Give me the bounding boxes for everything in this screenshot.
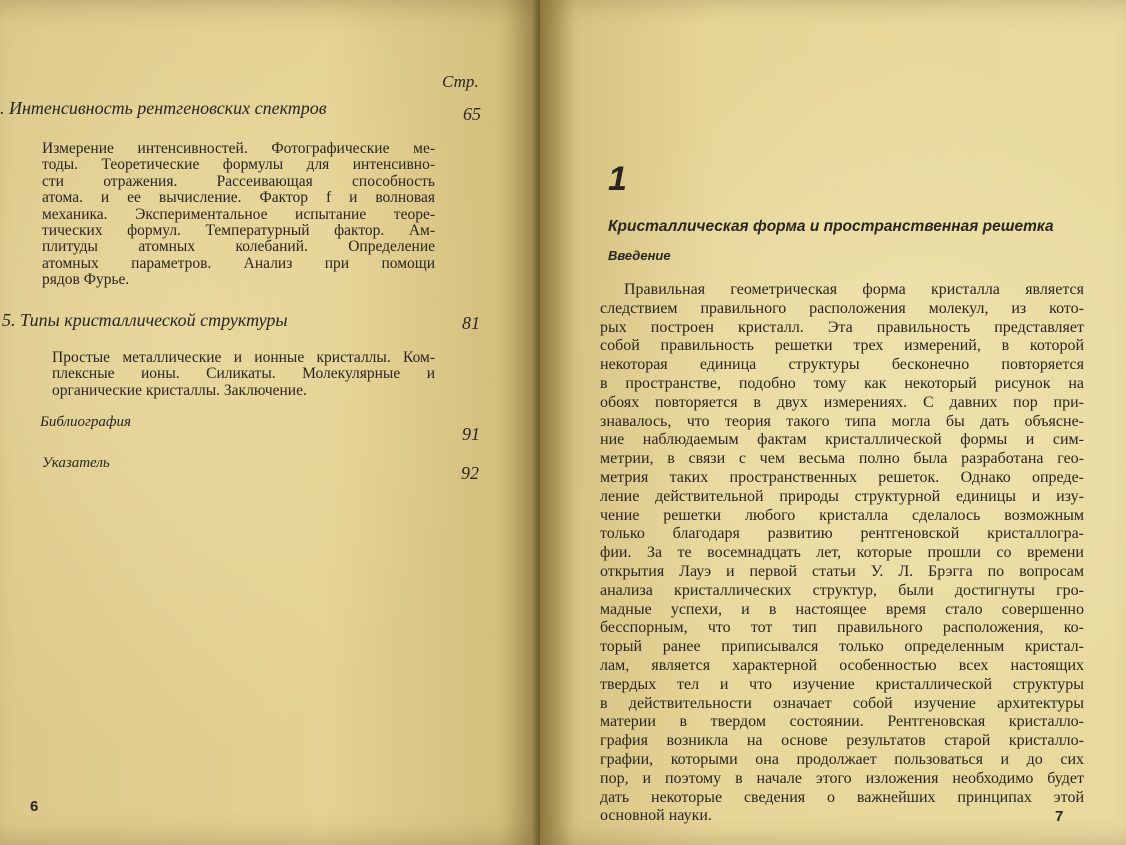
description-line: плексные ионы. Силикаты. Молекулярные и (52, 365, 435, 383)
description-line: плитуды атомных колебаний. Определение (42, 238, 435, 256)
body-line: лам, является характерной особенностью всех настоящих (600, 656, 1084, 674)
body-line: торый ранее приписывался только определенным кристал- (600, 638, 1084, 656)
body-line: в пространстве, подобно тому как некоторый рисунок на (600, 374, 1084, 392)
body-line: метрия таких пространственных решеток. Однако опреде- (600, 468, 1084, 486)
body-line: знавалось, что теория такого типа могла бы дать объясне- (600, 412, 1084, 430)
toc-entry-title: . Интенсивность рентгеновских спектров (0, 98, 327, 118)
right-page (540, 0, 1126, 845)
page-number: 7 (1055, 808, 1064, 825)
body-line: следствием правильного расположения молекул, из кото- (600, 299, 1084, 317)
description-line: органические кристаллы. Заключение. (52, 381, 307, 399)
body-line: метрии, в связи с чем весьма полно была разработана гео- (600, 450, 1084, 468)
body-line: графия возникла на основе результатов старой кристалло- (600, 732, 1084, 750)
toc-entry-title: Библиография (40, 414, 132, 430)
page-column-label: Стр. (442, 72, 479, 91)
toc-entry-page: 92 (461, 463, 479, 483)
toc-entry-page: 65 (463, 104, 481, 124)
body-line: твердых тел и что изучение кристаллической структуры (600, 675, 1084, 693)
toc-entry-description (42, 141, 435, 289)
body-line: фии. За те восемнадцать лет, которые прошли со времени (600, 544, 1084, 562)
toc-entry-description (52, 350, 435, 399)
description-line: атома. и ее вычисление. Фактор f и волновая (42, 189, 435, 207)
body-line: анализа кристаллических структур, были достигнуты гро- (600, 581, 1084, 599)
toc-entry-page: 81 (462, 313, 480, 333)
body-line: дать некоторые сведения о важнейших принципах этой (600, 788, 1084, 806)
section-subheading: Введение (608, 248, 671, 263)
description-line: Простые металлические и ионные кристаллы. Ком- (52, 349, 435, 366)
chapter-number: 1 (608, 160, 627, 198)
body-line: рых построен кристалл. Эта правильность представляет (600, 318, 1084, 336)
body-line: в действительности означает собой изучение архитектуры (600, 694, 1084, 712)
description-line: механика. Экспериментальное испытание теоре- (42, 205, 435, 223)
body-line: некоторая единица структуры бесконечно повторяется (600, 356, 1084, 374)
body-line: основной науки. (600, 807, 712, 825)
description-line: сти отражения. Рассеивающая способность (42, 172, 435, 190)
body-line: мадные успехи, и в настоящее время стало совершенно (600, 600, 1084, 618)
body-line: открытия Лауэ и первой статьи У. Л. Брэгга по вопросам (600, 562, 1084, 580)
body-line: бесспорным, что тот тип правильного расположения, ко- (600, 619, 1084, 637)
chapter-body (600, 281, 1084, 826)
description-line: рядов Фурье. (42, 271, 130, 289)
body-line: графии, которыми она продолжает пользоваться и до сих (600, 750, 1084, 768)
body-line: собой правильность решетки трех измерений, в которой (600, 337, 1084, 355)
body-line: ление действительной природы структурной единицы и изу- (600, 487, 1084, 505)
body-line: только благодаря развитию рентгеновской кристаллогра- (600, 525, 1084, 543)
toc-entry-page: 91 (462, 424, 480, 444)
body-line: ние наблюдаемым фактам кристаллической формы и сим- (600, 431, 1084, 449)
description-line: тических формул. Температурный фактор. Ам- (42, 222, 435, 240)
body-line: пор, и поэтому в начале этого изложения необходимо будет (600, 769, 1084, 787)
description-line: атомных параметров. Анализ при помощи (42, 254, 435, 272)
chapter-title: Кристаллическая форма и пространственная решетка (608, 218, 1054, 235)
toc-entry-title: 5. Типы кристаллической структуры (2, 310, 288, 330)
body-line: материи в твердом состоянии. Рентгеновская кристалло- (600, 713, 1084, 731)
body-line: Правильная геометрическая форма кристалла является (624, 281, 1084, 298)
toc-entry-title: Указатель (42, 455, 110, 471)
body-line: чение решетки любого кристалла сделалось возможным (600, 506, 1084, 524)
description-line: Измерение интенсивностей. Фотографические ме- (42, 140, 435, 157)
page-number: 6 (30, 798, 39, 815)
body-line: обоях повторяется в двух измерениях. С давних пор при- (600, 393, 1084, 411)
left-page (0, 0, 545, 845)
description-line: тоды. Теоретические формулы для интенсивно- (42, 156, 435, 174)
